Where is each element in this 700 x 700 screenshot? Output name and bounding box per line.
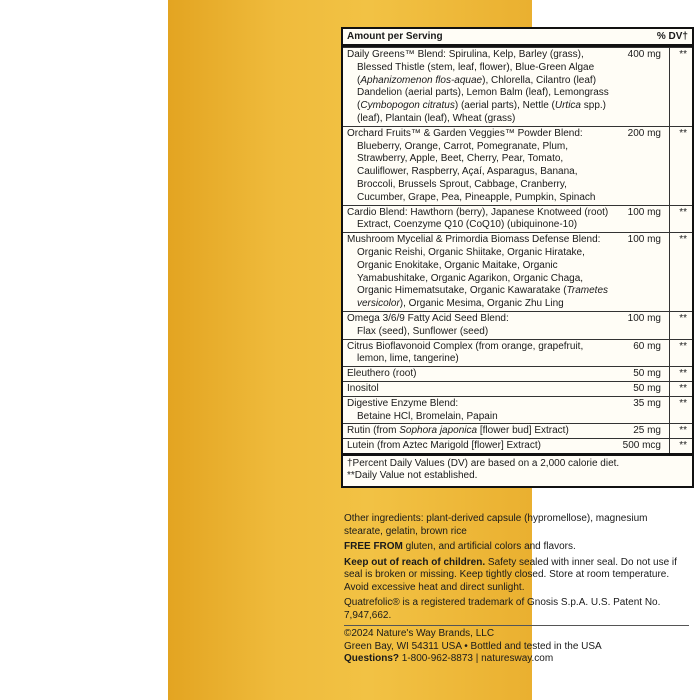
free-from-statement: [344, 541, 689, 554]
ingredient-name: Cardio Blend: Hawthorn (berry), Japanese Knotweed (root) Extract, Coenzyme Q10 (CoQ10) (ubiquinone-10): [347, 206, 609, 231]
trademark-statement: Quatrefolic® is a registered trademark of Gnosis S.p.A. U.S. Patent No. 7,947,662.: [344, 597, 661, 621]
ingredient-amount: 25 mg: [633, 425, 661, 437]
ingredient-name: Lutein (from Aztec Marigold [flower] Extract): [347, 440, 541, 452]
ingredient-row-inositol: [343, 381, 692, 396]
ingredient-name: Orchard Fruits™ & Garden Veggies™ Powder Blend: Blueberry, Orange, Carrot, Pomegranate, Plum, Strawberry, Apple, Beet, Cherry, Pear, Tomato, Cauliflower, Raspberry, Açaí, Asparagus, Banana, Broccoli, Brussels Sprout, Cabbage, Cranberry, Cucumber, Grape, Pea, Pineapple, Pumpkin, Spinach: [347, 127, 596, 203]
ingredient-row-orchard-fruits: [343, 126, 692, 205]
ingredient-dv: **: [679, 127, 687, 139]
ingredient-row-cardio-blend: [343, 205, 692, 233]
company-address: Green Bay, WI 54311 USA • Bottled and tested in the USA: [344, 640, 602, 652]
ingredient-dv: **: [679, 49, 687, 60]
ingredient-row-daily-greens: [343, 47, 692, 126]
ingredient-amount: 50 mg: [633, 382, 661, 394]
ingredient-name: Rutin (from Sophora japonica [flower bud] Extract): [347, 425, 569, 437]
ingredient-dv: **: [679, 397, 687, 409]
ingredient-amount: 500 mcg: [622, 440, 661, 452]
ingredient-row-rutin: [343, 423, 692, 438]
warning-text: Safety sealed with inner seal. Do not use if seal is broken or missing. Keep tightly closed. Store at room temperature. Avoid excessive heat and direct sunlight.: [344, 556, 677, 593]
ingredient-amount: 100 mg: [627, 312, 661, 324]
questions-label: Questions?: [344, 653, 400, 664]
ingredient-row-digestive-enzyme: [343, 396, 692, 424]
supplement-label-panel: [168, 0, 688, 700]
ingredient-amount: 200 mg: [627, 127, 661, 139]
ingredient-name: Omega 3/6/9 Fatty Acid Seed Blend: Flax (seed), Sunflower (seed): [347, 312, 509, 337]
ingredient-name: Eleuthero (root): [347, 368, 417, 380]
ingredient-dv: **: [679, 368, 687, 380]
facts-header: [343, 29, 692, 47]
not-established-footnote: **Daily Value not established.: [347, 470, 478, 482]
ingredient-dv: **: [679, 425, 687, 437]
ingredient-dv: **: [679, 312, 687, 324]
ingredient-dv: **: [679, 234, 687, 246]
ingredient-row-citrus-bioflavonoid: [343, 339, 692, 367]
contact-line: [344, 653, 689, 666]
ingredient-dv: **: [679, 340, 687, 352]
ingredient-name: Digestive Enzyme Blend: Betaine HCl, Bromelain, Papain: [347, 397, 498, 422]
amount-per-serving-heading: Amount per Serving: [347, 31, 443, 42]
ingredient-amount: 50 mg: [633, 368, 661, 380]
ingredient-row-eleuthero: [343, 366, 692, 381]
divider: [344, 625, 689, 626]
supplement-facts-table: [341, 27, 694, 488]
ingredient-name: Daily Greens™ Blend: Spirulina, Kelp, Barley (grass), Blessed Thistle (stem, leaf, flower), Blue-Green Algae (Aphanizomenon flos-aquae), Chlorella, Cilantro (leaf) Dandelion (aerial parts), Lemon Balm (leaf), Lemongrass (Cymbopogon citratus) (aerial parts), Nettle (Urtica spp.) (leaf), Plantain (leaf), Wheat (grass): [347, 49, 609, 124]
free-from-text: gluten, and artificial colors and flavors.: [402, 541, 576, 552]
ingredient-row-mushroom-blend: [343, 232, 692, 311]
ingredient-amount: 100 mg: [627, 206, 661, 218]
ingredient-amount: 60 mg: [633, 340, 661, 352]
free-from-label: FREE FROM: [344, 541, 403, 552]
warning-label: Keep out of reach of children.: [344, 556, 486, 568]
ingredient-amount: 400 mg: [627, 49, 661, 60]
ingredient-row-omega-blend: [343, 311, 692, 339]
copyright: ©2024 Nature's Way Brands, LLC: [344, 628, 495, 639]
facts-footnotes: [343, 453, 692, 486]
ingredient-name: Inositol: [347, 382, 379, 394]
ingredient-name: Mushroom Mycelial & Primordia Biomass Defense Blend: Organic Reishi, Organic Shiitake, Organic Hiratake, Organic Enokitake, Organic Maitake, Organic Yamabushitake, Organic Agarikon, Organic Chaga, Organic Himematsutake, Organic Kawaratake (Trametes versicolor), Organic Mesima, Organic Zhu Ling: [347, 234, 609, 310]
dv-footnote: †Percent Daily Values (DV) are based on a 2,000 calorie diet.: [347, 457, 620, 469]
ingredient-name: Citrus Bioflavonoid Complex (from orange, grapefruit, lemon, lime, tangerine): [347, 340, 584, 365]
ingredient-row-lutein: [343, 438, 692, 453]
warning-statement: [344, 557, 689, 595]
other-ingredients: Other ingredients: plant-derived capsule (hypromellose), magnesium stearate, gelatin, brown rice: [344, 513, 648, 537]
dv-heading: % DV†: [656, 31, 688, 42]
label-text-block: [344, 513, 689, 666]
ingredient-dv: **: [679, 382, 687, 394]
ingredient-dv: **: [679, 206, 687, 218]
ingredient-amount: 35 mg: [633, 397, 661, 409]
contact-info: 1-800-962-8873 | naturesway.com: [399, 653, 554, 664]
ingredient-dv: **: [679, 440, 687, 452]
ingredient-amount: 100 mg: [627, 234, 661, 246]
